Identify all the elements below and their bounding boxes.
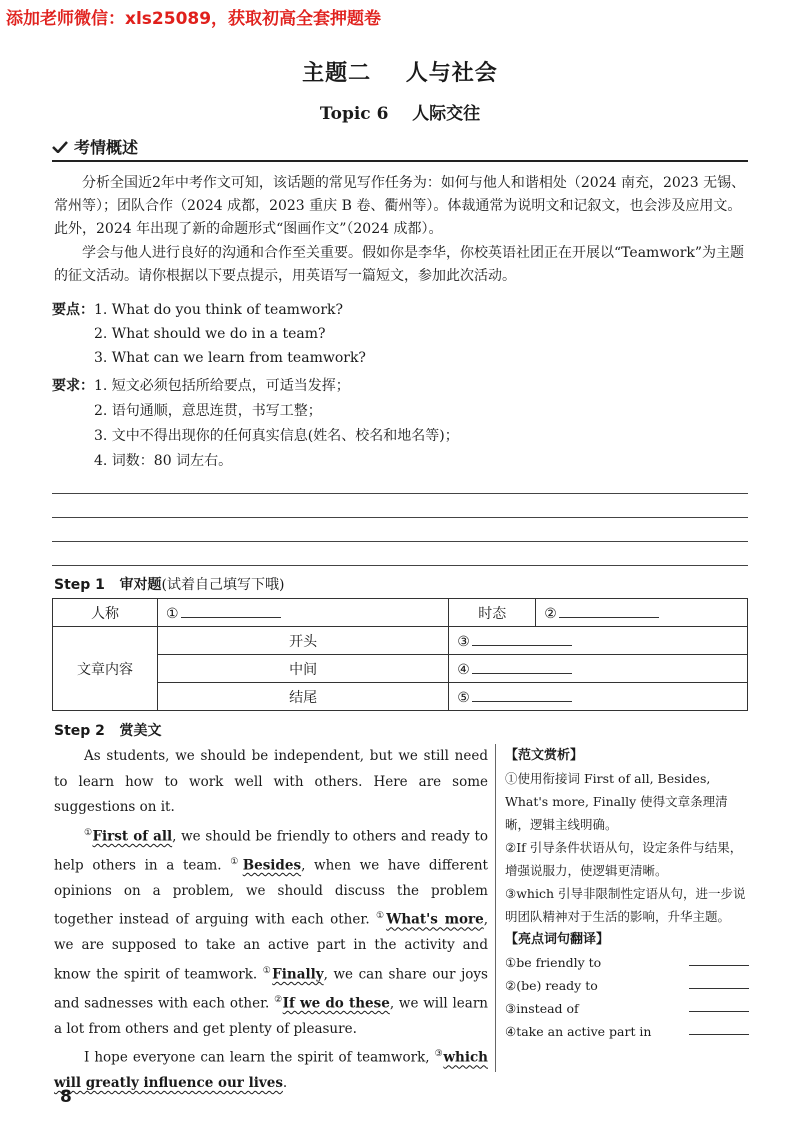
checkmark-icon: [52, 138, 68, 157]
intro-paragraph: 分析全国近2年中考作文可知，该话题的常见写作任务为：如何与他人和谐相处（2024 南充，2023 无锡、常州等）；团队合作（2024 成都，2023 重庆 B 卷、衢州等）。体裁通常为说明文和记叙文，也会涉及应用文。此外，2024 年出现了新的命题形式“图画作文”（2024 成都）。: [54, 175, 746, 237]
blank-number: ③: [457, 634, 470, 650]
section-header: [52, 135, 138, 158]
ending-cell[interactable]: [449, 683, 748, 711]
essay-text: I hope everyone can learn the spirit of teamwork,: [84, 1049, 435, 1066]
section-header-label: 考情概述: [74, 138, 139, 157]
opening-cell[interactable]: [449, 627, 748, 655]
vocab-blank[interactable]: [689, 997, 749, 1012]
page-title: 主题二 人与社会: [302, 60, 498, 86]
step1-label: Step 1: [54, 577, 105, 593]
section-divider: [52, 160, 748, 162]
requirement-item: 1. 短文必须包括所给要点，可适当发挥；: [94, 378, 350, 394]
essay-text: , we are supposed to take an active part in the activity and know the spirit of teamwork.: [54, 911, 488, 982]
translation-heading: 【亮点词句翻译】: [505, 932, 610, 947]
middle-blank[interactable]: [472, 659, 572, 674]
blank-number: ④: [457, 662, 470, 678]
note-marker: ①: [84, 827, 93, 838]
point-item: 1. What do you think of teamwork?: [94, 302, 344, 318]
side-notes: [505, 744, 749, 1043]
blank-number: ②: [544, 606, 557, 622]
step2-title: 赏美文: [119, 723, 162, 739]
tense-blank[interactable]: [559, 603, 659, 618]
vocab-item: ①be friendly to: [505, 955, 602, 970]
person-cell[interactable]: [158, 599, 449, 627]
step1-heading: [54, 574, 284, 594]
page-number: 8: [60, 1087, 72, 1107]
highlight-phrase: Finally: [272, 966, 324, 982]
essay-text: , when we have different opinions on a problem, we should discuss the problem together instead of arguing with each other.: [54, 857, 488, 928]
essay-text: , we can share our joys and sadnesses with each other.: [54, 966, 488, 1011]
essay-text: , we should be friendly to others and ready to help others in a team.: [54, 828, 488, 873]
blank-number: ①: [166, 606, 179, 622]
blank-number: ⑤: [457, 690, 470, 706]
vocab-item: ④take an active part in: [505, 1024, 652, 1039]
step2-label: Step 2: [54, 723, 105, 739]
vocab-row: [505, 1020, 749, 1043]
tense-label: 时态: [449, 599, 536, 627]
essay-paragraph-1: As students, we should be independent, but we still need to learn how to work well with others. Here are some suggestions on it.: [54, 748, 488, 815]
requirement-row-1: [52, 374, 350, 398]
essay-text: .: [282, 1075, 288, 1091]
row-label-opening: 开头: [158, 627, 449, 655]
highlight-phrase: which will greatly influence our lives: [54, 1049, 488, 1091]
row-label-ending: 结尾: [158, 683, 449, 711]
point-row-1: [52, 298, 343, 322]
person-blank[interactable]: [181, 603, 281, 618]
person-label: 人称: [53, 599, 158, 627]
points-label: 要点：: [52, 302, 94, 318]
model-essay: [54, 744, 488, 1097]
row-label-middle: 中间: [158, 655, 449, 683]
prompt-paragraph: 学会与他人进行良好的沟通和合作至关重要。假如你是李华，你校英语社团正在开展以“Teamwork”为主题的征文活动。请你根据以下要点提示，用英语写一篇短文，参加此次活动。: [54, 245, 745, 284]
essay-paragraph-3: [54, 1042, 488, 1097]
step1-hint: (试着自己填写下哦): [161, 577, 285, 593]
vocab-blank[interactable]: [689, 1020, 749, 1035]
highlight-phrase: If we do these: [282, 995, 390, 1011]
step1-title: 审对题: [119, 577, 162, 593]
middle-cell[interactable]: [449, 655, 748, 683]
analysis-note: ③which 引导非限制性定语从句，进一步说明团队精神对于生活的影响，升华主题。: [505, 886, 746, 924]
column-divider: [495, 744, 496, 1072]
essay-text: , we will learn a lot from others and get plenty of pleasure.: [54, 995, 488, 1037]
vocab-blank[interactable]: [689, 951, 749, 966]
analysis-table: [52, 598, 748, 711]
vocab-row: [505, 997, 749, 1020]
note-marker: ①: [262, 965, 273, 976]
highlight-phrase: Besides: [242, 857, 302, 873]
vocab-row: [505, 974, 749, 997]
requirements-label: 要求：: [52, 378, 94, 394]
analysis-note: ①使用衔接词 First of all, Besides, What's more, Finally 使得文章条理清晰，逻辑主线明确。: [505, 771, 728, 832]
essay-paragraph-2: [54, 821, 488, 1043]
requirement-item: 2. 语句通顺，意思连贯，书写工整；: [94, 403, 322, 419]
analysis-heading: 【范文赏析】: [505, 748, 584, 763]
writing-line[interactable]: [52, 493, 748, 494]
note-marker: ①: [230, 856, 243, 867]
vocab-blank[interactable]: [689, 974, 749, 989]
analysis-note: ②If 引导条件状语从句，设定条件与结果，增强说服力，使逻辑更清晰。: [505, 840, 743, 878]
requirement-item: 3. 文中不得出现你的任何真实信息(姓名、校名和地名等)；: [94, 428, 459, 444]
writing-line[interactable]: [52, 565, 748, 566]
opening-blank[interactable]: [472, 631, 572, 646]
writing-line[interactable]: [52, 517, 748, 518]
note-marker: ①: [376, 911, 387, 921]
content-label: 文章内容: [53, 627, 158, 711]
point-item: 2. What should we do in a team?: [94, 326, 326, 342]
highlight-phrase: First of all: [92, 828, 173, 844]
highlight-phrase: What's more: [386, 911, 484, 928]
vocab-item: ③instead of: [505, 1001, 579, 1016]
point-item: 3. What can we learn from teamwork?: [94, 350, 366, 366]
requirement-item: 4. 词数：80 词左右。: [94, 453, 233, 469]
note-marker: ③: [434, 1049, 444, 1059]
note-marker: ②: [274, 994, 283, 1005]
vocab-item: ②(be) ready to: [505, 978, 598, 993]
step2-heading: [54, 720, 162, 740]
writing-line[interactable]: [52, 541, 748, 542]
ending-blank[interactable]: [472, 687, 572, 702]
tense-cell[interactable]: [536, 599, 748, 627]
page-subtitle: Topic 6 人际交往: [319, 104, 481, 124]
promo-banner: 添加老师微信：xls25089，获取初高全套押题卷: [6, 9, 382, 29]
vocab-row: [505, 951, 749, 974]
